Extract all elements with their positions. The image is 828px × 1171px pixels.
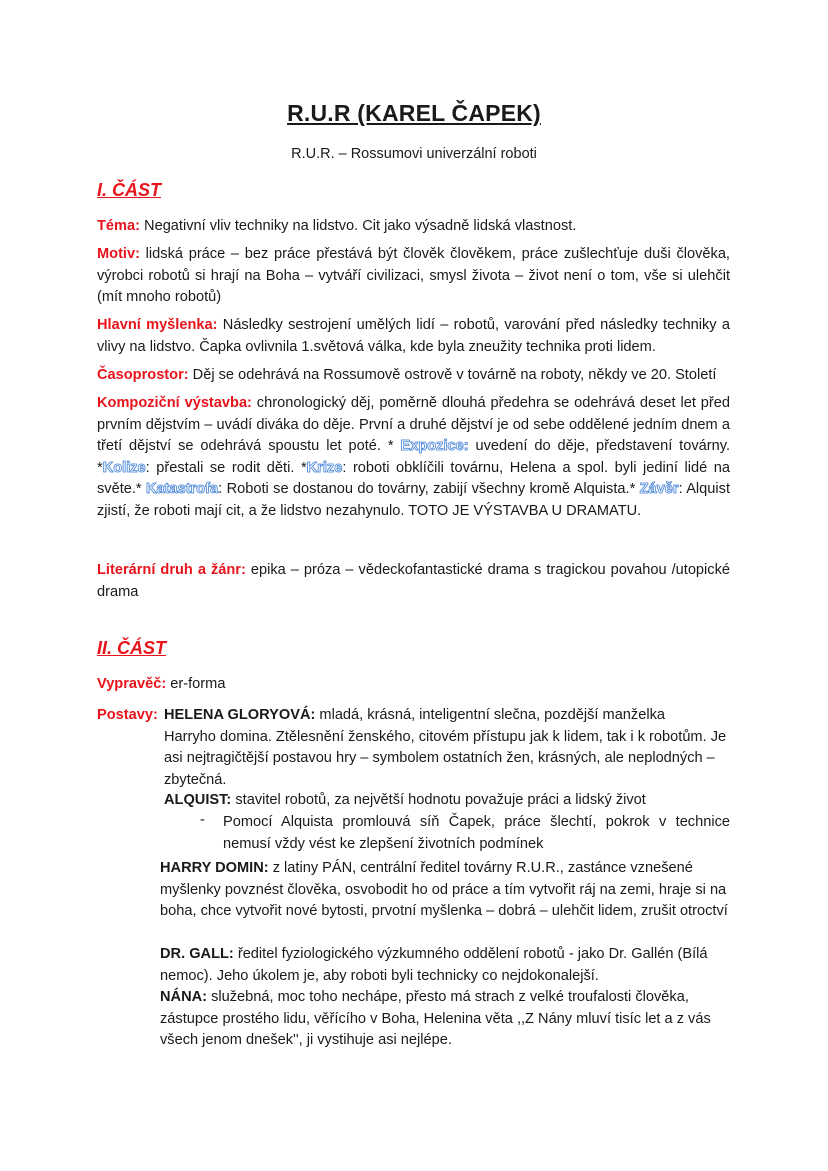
myslenka-paragraph xyxy=(97,315,730,358)
kompozice-text: chronologický děj, poměrně dlouhá předehra se odehrává deset let před prvním dějstvím – uvádí diváka do děje. První a druhé dějství je od sebe oddělené jedním dnem a třetí dějství se odehrává spoustu let poté. * xyxy=(97,395,730,454)
document-subtitle: R.U.R. – Rossumovi univerzální roboti xyxy=(291,146,537,162)
helena-text-rest: Harryho domina. Ztělesnění ženského, citovém přístupu jak k lidem, tak i k robotům. Je asi nejtragičtější postavou hry – symbolem ostatních žen, krásných, ale neplodných – zbytečná. xyxy=(164,728,727,788)
kompozice-label: Kompoziční výstavba: xyxy=(97,395,252,411)
postavy-label: Postavy: xyxy=(97,707,158,723)
kompozice-text: : Roboti se dostanou do továrny, zabijí všechny kromě Alquista.* xyxy=(218,481,640,497)
druh-label: Literární druh a žánr: xyxy=(97,562,246,578)
helena-name: HELENA GLORYOVÁ: xyxy=(164,707,316,723)
kompozice-paragraph xyxy=(97,393,730,522)
alquist-entry xyxy=(164,790,734,812)
part2-heading: II. ČÁST xyxy=(97,638,167,658)
kompozice-text: uvedení do děje, představení továrny. * xyxy=(97,438,730,476)
myslenka-label: Hlavní myšlenka: xyxy=(97,317,218,333)
vypravec-text: er-forma xyxy=(166,676,226,692)
helena-entry xyxy=(164,705,734,791)
tema-paragraph xyxy=(97,216,730,238)
alquist-bullet: Pomocí Alquista promlouvá síň Čapek, práce šlechtí, pokrok v technice nemusí vždy vést ke zlepšení životních podmínek xyxy=(223,814,730,852)
expozice-term: Expozice: xyxy=(400,438,469,454)
bullet-dash: - xyxy=(200,812,205,828)
document-title: R.U.R (KAREL ČAPEK) xyxy=(287,100,541,126)
helena-text: mladá, krásná, inteligentní slečna, pozdější manželka xyxy=(315,707,665,723)
nana-entry xyxy=(160,987,735,1052)
kolize-term: Kolize xyxy=(102,459,146,476)
alquist-name: ALQUIST: xyxy=(164,792,232,808)
casoprostor-label: Časoprostor: xyxy=(97,367,189,383)
tema-text: Negativní vliv techniky na lidstvo. Cit jako výsadně lidská vlastnost. xyxy=(139,218,577,234)
kompozice-text: : roboti obklíčili továrnu, Helena a spol. byli jediní lidé na světe.* xyxy=(97,459,730,497)
kompozice-text: : přestali se rodit děti. * xyxy=(145,459,307,476)
harry-text: z latiny PÁN, centrální ředitel továrny R.U.R., zastánce vznešené myšlenky povznést člověka, osvobodit ho od práce a tím vytvořit ráj na zemi, hraje si na boha, chce vytvořit nové bytosti, prvotní myšlenka – dobrá – ulehčit lidem, zrušit otroctví xyxy=(160,860,728,919)
gall-entry xyxy=(160,944,735,987)
zaver-term: Závěr xyxy=(639,481,679,497)
part1-heading: I. ČÁST xyxy=(97,180,162,200)
vypravec-paragraph xyxy=(97,674,730,696)
alquist-text: stavitel robotů, za největší hodnotu považuje práci a lidský život xyxy=(231,792,646,808)
druh-paragraph xyxy=(97,560,730,603)
motiv-label: Motiv: xyxy=(97,246,140,262)
harry-entry xyxy=(160,858,735,923)
druh-text: epika – próza – vědeckofantastické drama s tragickou povahou /utopické drama xyxy=(97,562,730,600)
gall-name: DR. GALL: xyxy=(160,946,234,962)
nana-name: NÁNA: xyxy=(160,989,208,1005)
casoprostor-paragraph xyxy=(97,365,730,387)
gall-text: ředitel fyziologického výzkumného oddělení robotů - jako Dr. Gallén (Bílá nemoc). Jeho úkolem je, aby roboti byli technicky co nejdokonalejší. xyxy=(160,946,708,984)
kompozice-text: : Alquist zjistí, že roboti mají cit, a že lidstvo nezahynulo. TOTO JE VÝSTAVBA U DRAMATU. xyxy=(97,481,730,519)
casoprostor-text: Děj se odehrává na Rossumově ostrově v továrně na roboty, někdy ve 20. Století xyxy=(188,367,717,383)
motiv-text: lidská práce – bez práce přestává být člověk člověkem, práce zušlechťuje duši člověka, výrobci robotů si hrají na Boha – vytváří civilizaci, smysl života – život není o tom, vše si ulehčit (mít mnoho robotů) xyxy=(97,246,730,305)
harry-name: HARRY DOMIN: xyxy=(160,860,269,876)
vypravec-label: Vypravěč: xyxy=(97,676,167,692)
tema-label: Téma: xyxy=(97,218,140,234)
motiv-paragraph xyxy=(97,244,730,309)
nana-text: služebná, moc toho nechápe, přesto má strach z velké troufalosti člověka, zástupce prostého lidu, věřícího v Boha, Helenina věta ,,Z Nány mluví tisíc let a z vás všech jenom dnešek'', ji vystihuje asi nejlépe. xyxy=(160,989,711,1048)
katastrofa-term: Katastrofa xyxy=(145,481,219,497)
myslenka-text: Následky sestrojení umělých lidí – robotů, varování před následky techniky a vlivy na lidstvo. Čapka ovlivnila 1.světová válka, kde byla zneužity technika proti lidem. xyxy=(97,317,730,355)
krize-term: Krize xyxy=(306,459,343,476)
